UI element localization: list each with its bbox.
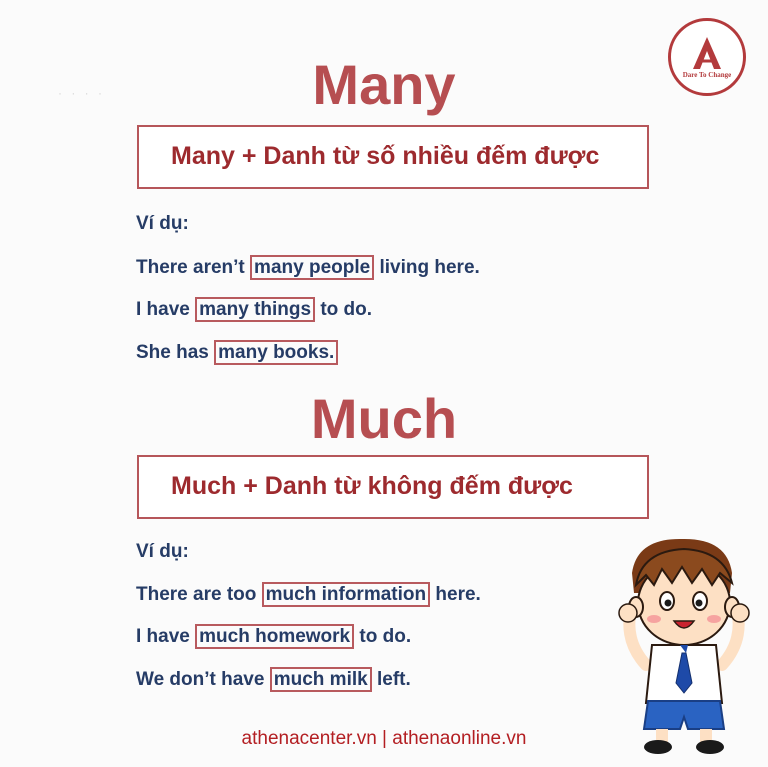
many-example-1 [136,257,480,279]
footer-links: athenacenter.vn | athenaonline.vn [241,728,527,749]
highlight-phrase: much milk [270,667,372,692]
example-text: We don’t have [136,669,265,690]
highlight-phrase: many books. [214,340,338,365]
logo-tagline: Dare To Change [682,71,732,79]
boy-mascot-icon [612,533,762,757]
highlight-phrase: much homework [195,624,354,649]
example-text: There are too [136,584,257,605]
much-formula-text: Much + Danh từ không đếm được [171,472,573,500]
example-text: to do. [359,626,412,647]
example-text: here. [435,584,481,605]
much-example-3 [136,669,411,691]
much-formula-box [137,455,649,519]
much-title: Much [310,387,458,450]
example-text: living here. [379,257,480,278]
example-text: There aren’t [136,257,245,278]
highlight-phrase: many people [250,255,374,280]
many-example-3 [136,342,338,364]
many-example-2 [136,299,372,321]
example-text: She has [136,342,209,363]
example-text: I have [136,626,190,647]
highlight-phrase: many things [195,297,315,322]
example-text: left. [377,669,411,690]
faint-watermark: · · · · [58,86,105,100]
many-title: Many [312,53,456,116]
many-formula-box [137,125,649,189]
much-example-1 [136,584,481,606]
much-example-2 [136,626,411,648]
example-text: to do. [320,299,373,320]
many-formula-text: Many + Danh từ số nhiều đếm được [171,142,600,170]
example-text: I have [136,299,190,320]
many-example-label: Ví dụ: [136,213,189,234]
highlight-phrase: much information [262,582,430,607]
much-example-label: Ví dụ: [136,541,189,562]
